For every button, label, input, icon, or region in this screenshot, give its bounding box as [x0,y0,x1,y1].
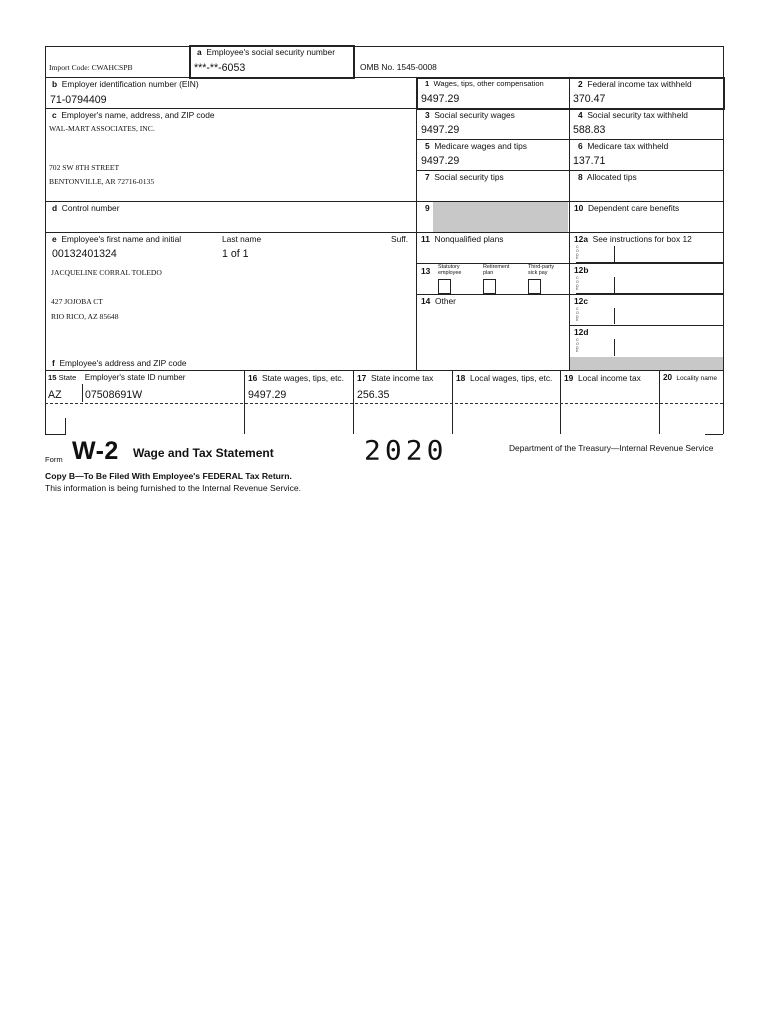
box-1-value: 9497.29 [421,93,460,105]
employee-city: RIO RICO, AZ 85648 [51,312,119,321]
box-12d-code-label: C O D E [576,338,579,354]
state-wages: 9497.29 [248,389,287,401]
retirement-plan-checkbox[interactable] [483,279,496,294]
treasury-department: Department of the Treasury—Internal Revenue Service [509,443,714,453]
box-15-label: 15 State Employer's state ID number [48,373,186,382]
third-party-sick-pay-checkbox[interactable] [528,279,541,294]
box-12d-label: 12d [574,327,589,337]
last-name-label: Last name [222,234,262,244]
statutory-employee-checkbox[interactable] [438,279,451,294]
tax-year: 2020 [364,434,448,467]
grid-line [45,232,723,233]
grid-line [452,370,453,434]
form-title: Wage and Tax Statement [133,446,274,460]
box-12a-code-label: C O D E [576,245,579,261]
irs-info-note: This information is being furnished to the Internal Revenue Service. [45,483,302,493]
box-5-label: 5 Medicare wages and tips [425,141,527,151]
form-name: W-2 [72,437,119,465]
grid-line [244,370,245,434]
state-code: AZ [48,389,62,401]
box-13-label: 13 [421,266,431,276]
box-e-label: e Employee's first name and initial [52,234,182,244]
grid-line [614,277,615,293]
box-16-label: 16 State wages, tips, etc. [248,373,344,383]
box-a-label: a Employee's social security number [197,47,335,57]
grid-line [659,370,660,434]
grid-line [576,293,723,294]
box-9-label: 9 [425,203,430,213]
grid-line [569,325,723,326]
box-c-label: c Employer's name, address, and ZIP code [52,110,215,120]
box-3-label: 3 Social security wages [425,110,515,120]
page-count: 1 of 1 [222,248,249,260]
grid-line [45,370,723,371]
ein-value: 71-0794409 [50,94,107,106]
box-8-label: 8 Allocated tips [578,172,637,182]
box-18-label: 18 Local wages, tips, etc. [456,373,553,383]
statutory-employee-label: Statutory employee [438,264,462,276]
grid-line [705,434,723,435]
state-id-number: 07508691W [85,389,143,401]
grid-line [65,418,66,434]
employee-street: 427 JOJOBA CT [51,297,103,306]
employer-city: BENTONVILLE, AR 72716-0135 [49,177,155,186]
box-12-shaded [570,357,723,370]
box-10-label: 10 Dependent care benefits [574,203,680,213]
box-3-value: 9497.29 [421,124,460,136]
box-4-value: 588.83 [573,124,606,136]
box-14-label: 14 Other [421,296,456,306]
ssn-value: ***-**-6053 [194,62,246,74]
state-row-divider [45,403,723,404]
box-11-label: 11 Nonqualified plans [421,234,504,244]
box-12c-code-label: C O D E [576,307,579,323]
box-f-label: f Employee's address and ZIP code [52,358,187,368]
grid-line [614,308,615,324]
box-5-value: 9497.29 [421,155,460,167]
box-6-value: 137.71 [573,155,606,167]
suff-label: Suff. [391,234,409,244]
box-12b-code-label: C O D E [576,276,579,292]
omb-number: OMB No. 1545-0008 [360,62,437,72]
grid-line [614,339,615,356]
employee-name: JACQUELINE CORRAL TOLEDO [51,268,162,277]
box-2-label: 2 Federal income tax withheld [578,79,692,89]
box-9-shaded [433,202,568,232]
grid-line [45,201,723,202]
box-12c-label: 12c [574,296,588,306]
box-12a-label: 12a See instructions for box 12 [574,234,692,244]
grid-line [569,77,570,370]
third-party-sick-pay-label: Third-party sick pay [528,264,555,276]
grid-line [614,246,615,262]
box-12b-label: 12b [574,265,589,275]
box-19-label: 19 Local income tax [564,373,641,383]
grid-line [82,384,83,402]
box-b-label: b Employer identification number (EIN) [52,79,199,89]
form-word: Form [45,455,63,464]
form-border-top [45,46,723,47]
box-20-label: 20 Locality name [663,373,718,382]
box-6-label: 6 Medicare tax withheld [578,141,669,151]
grid-line [353,370,354,434]
box-7-label: 7 Social security tips [425,172,504,182]
box-4-label: 4 Social security tax withheld [578,110,688,120]
employee-id: 00132401324 [52,248,117,260]
employer-name: WAL-MART ASSOCIATES, INC. [49,124,155,133]
box-1-label: 1 Wages, tips, other compensation [425,79,544,88]
employer-street: 702 SW 8TH STREET [49,163,120,172]
import-code: Import Code: CWAHCSPB [49,63,133,72]
grid-line [576,262,723,263]
box-17-label: 17 State income tax [357,373,434,383]
form-border-left [45,46,46,434]
grid-line [416,77,417,370]
retirement-plan-label: Retirement plan [483,264,510,276]
copy-b-note: Copy B—To Be Filed With Employee's FEDERAL Tax Return. [45,471,292,481]
box-2-value: 370.47 [573,93,606,105]
grid-line [45,434,66,435]
state-income-tax: 256.35 [357,389,390,401]
grid-line [560,370,561,434]
box-d-label: d Control number [52,203,120,213]
